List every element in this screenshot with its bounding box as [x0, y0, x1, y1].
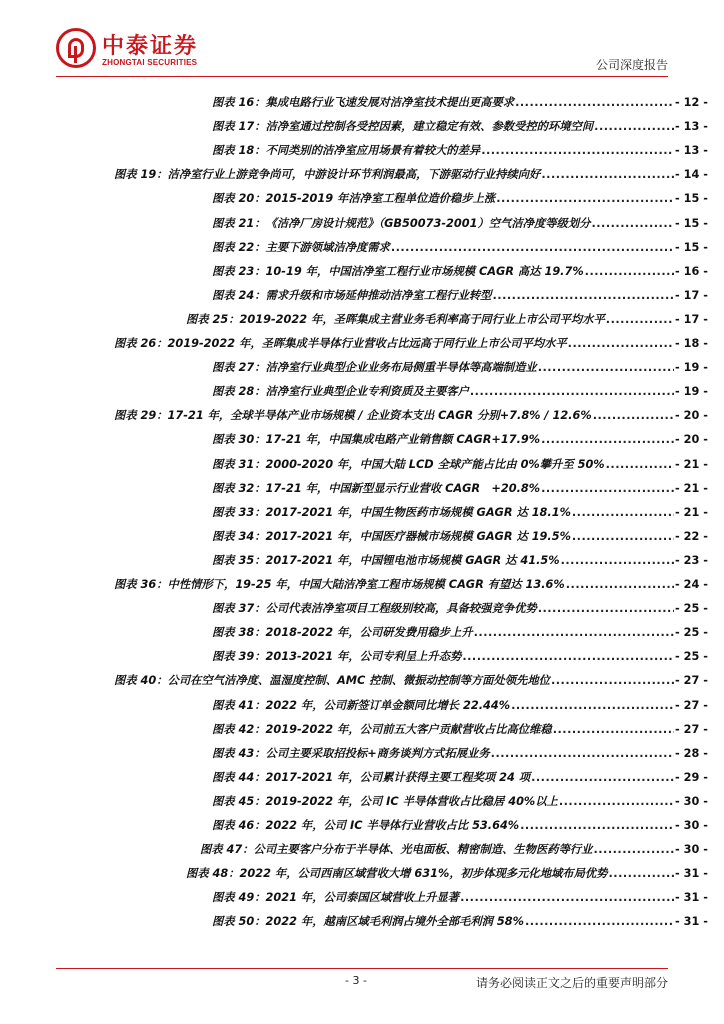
logo-english-name: ZHONGTAI SECURITIES — [102, 58, 198, 67]
toc-entry[interactable] — [186, 310, 708, 330]
toc-leader-dots — [594, 117, 674, 137]
toc-entry[interactable] — [212, 93, 708, 113]
toc-entry-page: - 31 - — [675, 891, 708, 905]
toc-entry-page: - 15 - — [675, 192, 708, 206]
toc-entry-title: 图表 48：2022 年，公司西南区域营收大增 631%，初步体现多元化地域布局优势 — [186, 867, 608, 881]
toc-entry-title: 图表 35：2017-2021 年，中国锂电池市场规模 GAGR 达 41.5% — [212, 553, 560, 567]
toc-entry-page: - 15 - — [675, 240, 708, 254]
toc-entry-page: - 27 - — [675, 722, 708, 736]
toc-leader-dots — [538, 599, 674, 619]
toc-leader-dots — [606, 455, 674, 475]
toc-entry[interactable] — [114, 334, 708, 354]
toc-leader-dots — [572, 503, 674, 523]
toc-entry-page: - 27 - — [675, 674, 708, 688]
toc-leader-dots — [492, 286, 674, 306]
toc-entry[interactable] — [212, 527, 708, 547]
toc-entry-page: - 15 - — [675, 216, 708, 230]
toc-entry[interactable] — [212, 430, 708, 450]
toc-leader-dots — [391, 238, 674, 258]
toc-leader-dots — [561, 551, 674, 571]
toc-entry-title: 图表 23：10-19 年，中国洁净室工程行业市场规模 CAGR 高达 19.7% — [212, 264, 584, 278]
footer-divider — [56, 968, 668, 969]
toc-entry-page: - 19 - — [675, 361, 708, 375]
toc-leader-dots — [585, 262, 674, 282]
toc-entry-title: 图表 25：2019-2022 年，圣晖集成主营业务毛利率高于同行业上市公司平均水平 — [186, 312, 605, 326]
toc-entry[interactable] — [212, 720, 708, 740]
toc-leader-dots — [559, 792, 674, 812]
toc-entry-page: - 23 - — [675, 553, 708, 567]
toc-entry-title: 图表 40：公司在空气洁净度、温湿度控制、AMC 控制、微振动控制等方面处领先地位 — [114, 674, 550, 688]
toc-entry-title: 图表 30：17-21 年，中国集成电路产业销售额 CAGR+17.9% — [212, 433, 541, 447]
toc-leader-dots — [531, 768, 674, 788]
toc-leader-dots — [566, 575, 674, 595]
toc-leader-dots — [470, 382, 674, 402]
toc-entry[interactable] — [114, 671, 708, 691]
toc-entry[interactable] — [212, 141, 708, 161]
toc-leader-dots — [520, 816, 674, 836]
toc-entry[interactable] — [212, 696, 708, 716]
toc-entry-title: 图表 49：2021 年，公司泰国区域营收上升显著 — [212, 891, 460, 905]
toc-entry-title: 图表 22：主要下游领域洁净度需求 — [212, 240, 390, 254]
toc-leader-dots — [593, 406, 674, 426]
toc-entry-title: 图表 36：中性情形下，19-25 年，中国大陆洁净室工程市场规模 CAGR 有望达 13.6% — [114, 578, 565, 591]
toc-entry-title: 图表 39：2013-2021 年，公司专利呈上升态势 — [212, 650, 462, 664]
toc-entry-page: - 30 - — [675, 794, 708, 808]
toc-leader-dots — [541, 430, 674, 450]
page-header — [0, 0, 724, 80]
toc-entry[interactable] — [212, 382, 708, 402]
toc-entry[interactable] — [212, 262, 708, 282]
toc-entry-page: - 25 - — [675, 602, 708, 616]
toc-leader-dots — [541, 165, 674, 185]
toc-entry[interactable] — [114, 575, 708, 595]
toc-entry[interactable] — [212, 792, 708, 812]
toc-leader-dots — [593, 840, 674, 860]
toc-entry-title: 图表 32：17-21 年，中国新型显示行业营收 CAGR +20.8% — [212, 481, 541, 495]
toc-entry-title: 图表 20：2015-2019 年洁净室工程单位造价稳步上涨 — [212, 192, 496, 206]
toc-leader-dots — [591, 214, 674, 234]
toc-entry-title: 图表 45：2019-2022 年，公司 IC 半导体营收占比稳居 40%以上 — [212, 794, 558, 808]
toc-entry[interactable] — [212, 238, 708, 258]
toc-entry-title: 图表 43：公司主要采取招投标+商务谈判方式拓展业务 — [212, 746, 490, 760]
toc-entry-page: - 31 - — [675, 915, 708, 929]
toc-entry-page: - 17 - — [675, 312, 708, 326]
toc-leader-dots — [553, 720, 674, 740]
report-type-label: 公司深度报告 — [595, 58, 668, 72]
toc-entry[interactable] — [212, 479, 708, 499]
toc-leader-dots — [551, 671, 674, 691]
toc-leader-dots — [462, 647, 674, 667]
toc-entry-page: - 17 - — [675, 288, 708, 302]
toc-leader-dots — [481, 141, 674, 161]
toc-entry-title: 图表 44：2017-2021 年，公司累计获得主要工程奖项 24 项 — [212, 770, 531, 784]
toc-leader-dots — [460, 888, 674, 908]
toc-entry-title: 图表 37：公司代表洁净室项目工程级别较高，具备较强竞争优势 — [212, 602, 537, 616]
toc-entry-page: - 28 - — [675, 746, 708, 760]
toc-entry[interactable] — [200, 840, 708, 860]
toc-entry-title: 图表 46：2022 年，公司 IC 半导体行业营收占比 53.64% — [212, 819, 520, 832]
toc-entry-page: - 18 - — [675, 337, 708, 350]
toc-entry-title: 图表 31：2000-2020 年，中国大陆 LCD 全球产能占比由 0%攀升至 50% — [212, 457, 605, 471]
toc-entry-title: 图表 21：《洁净厂房设计规范》（GB50073-2001）空气洁净度等级划分 — [212, 216, 591, 230]
logo-chinese-name: 中泰证券 — [102, 34, 199, 59]
toc-entry-page: - 25 - — [675, 626, 708, 640]
toc-entry[interactable] — [212, 189, 708, 209]
toc-entry[interactable] — [212, 647, 708, 667]
page-number: - 3 - — [345, 974, 367, 987]
toc-entry-title: 图表 27：洁净室行业典型企业业务布局侧重半导体等高端制造业 — [212, 361, 537, 375]
toc-entry-title: 图表 34：2017-2021 年，中国医疗器械市场规模 GAGR 达 19.5% — [212, 529, 571, 543]
toc-entry-page: - 21 - — [675, 505, 708, 519]
toc-entry-page: - 19 - — [675, 385, 708, 399]
toc-entry[interactable] — [212, 599, 708, 619]
toc-entry[interactable] — [186, 864, 708, 884]
header-divider — [56, 76, 668, 77]
toc-leader-dots — [496, 189, 674, 209]
toc-entry-title: 图表 16：集成电路行业飞速发展对洁净室技术提出更高要求 — [212, 96, 515, 109]
toc-entry-page: - 21 - — [675, 481, 708, 495]
toc-entry-title: 图表 17：洁净室通过控制各受控因素，建立稳定有效、参数受控的环境空间 — [212, 120, 594, 134]
toc-entry[interactable] — [212, 551, 708, 571]
toc-entry-title: 图表 28：洁净室行业典型企业专利资质及主要客户 — [212, 385, 469, 399]
toc-entry-page: - 14 - — [675, 168, 708, 182]
toc-entry-page: - 30 - — [675, 843, 708, 857]
company-logo — [56, 28, 234, 72]
logo-mark-icon — [56, 28, 96, 68]
toc-entry-page: - 30 - — [675, 819, 708, 832]
toc-entry-page: - 13 - — [675, 120, 708, 134]
toc-entry-page: - 21 - — [675, 457, 708, 471]
toc-leader-dots — [606, 310, 674, 330]
toc-entry-page: - 16 - — [675, 264, 708, 278]
toc-entry-title: 图表 29：17-21 年，全球半导体产业市场规模 / 企业资本支出 CAGR 分别+7.8% / 12.6% — [114, 409, 592, 423]
toc-entry-title: 图表 18：不同类别的洁净室应用场景有着较大的差异 — [212, 144, 481, 158]
toc-entry[interactable] — [212, 816, 708, 836]
footer-disclaimer: 请务必阅读正文之后的重要声明部分 — [475, 976, 668, 990]
toc-entry[interactable] — [212, 214, 708, 234]
toc-entry[interactable] — [114, 165, 708, 185]
toc-entry[interactable] — [114, 406, 708, 426]
toc-entry-title: 图表 42：2019-2022 年，公司前五大客户贡献营收占比高位维稳 — [212, 722, 552, 736]
toc-leader-dots — [511, 696, 674, 716]
toc-entry-title: 图表 24：需求升级和市场延伸推动洁净室工程行业转型 — [212, 288, 492, 302]
toc-entry[interactable] — [212, 768, 708, 788]
toc-entry[interactable] — [212, 358, 708, 378]
toc-entry-title: 图表 38：2018-2022 年，公司研发费用稳步上升 — [212, 626, 473, 640]
toc-entry-page: - 20 - — [675, 409, 708, 423]
toc-entry-page: - 29 - — [675, 770, 708, 784]
toc-entry-page: - 25 - — [675, 650, 708, 664]
toc-entry-page: - 13 - — [675, 144, 708, 158]
toc-entry-page: - 24 - — [675, 578, 708, 591]
toc-entry[interactable] — [212, 503, 708, 523]
toc-leader-dots — [474, 623, 674, 643]
toc-entry[interactable] — [212, 286, 708, 306]
toc-entry-title: 图表 33：2017-2021 年，中国生物医药市场规模 GAGR 达 18.1% — [212, 505, 571, 519]
toc-entry-title: 图表 50：2022 年，越南区域毛利润占境外全部毛利润 58% — [212, 915, 524, 929]
toc-entry-page: - 27 - — [675, 698, 708, 712]
toc-leader-dots — [608, 864, 674, 884]
toc-entry-title: 图表 19：洁净室行业上游竞争尚可，中游设计环节利润最高，下游驱动行业持续向好 — [114, 168, 541, 182]
toc-entry[interactable] — [212, 912, 708, 932]
toc-leader-dots — [541, 479, 674, 499]
toc-entry-page: - 12 - — [675, 96, 708, 109]
toc-entry-page: - 31 - — [675, 867, 708, 881]
toc-entry-page: - 22 - — [675, 529, 708, 543]
toc-leader-dots — [538, 358, 674, 378]
toc-leader-dots — [568, 334, 674, 354]
toc-entry-page: - 20 - — [675, 433, 708, 447]
toc-entry[interactable] — [212, 623, 708, 643]
toc-leader-dots — [491, 744, 674, 764]
toc-leader-dots — [525, 912, 674, 932]
toc-entry[interactable] — [212, 455, 708, 475]
toc-entry-title: 图表 41：2022 年，公司新签订单金额同比增长 22.44% — [212, 698, 511, 712]
toc-leader-dots — [572, 527, 674, 547]
toc-entry[interactable] — [212, 744, 708, 764]
toc-entry[interactable] — [212, 117, 708, 137]
toc-entry-title: 图表 47：公司主要客户分布于半导体、光电面板、精密制造、生物医药等行业 — [200, 843, 593, 857]
toc-leader-dots — [515, 93, 674, 113]
toc-entry-title: 图表 26：2019-2022 年，圣晖集成半导体行业营收占比远高于同行业上市公司平均水平 — [114, 337, 567, 350]
toc-entry[interactable] — [212, 888, 708, 908]
